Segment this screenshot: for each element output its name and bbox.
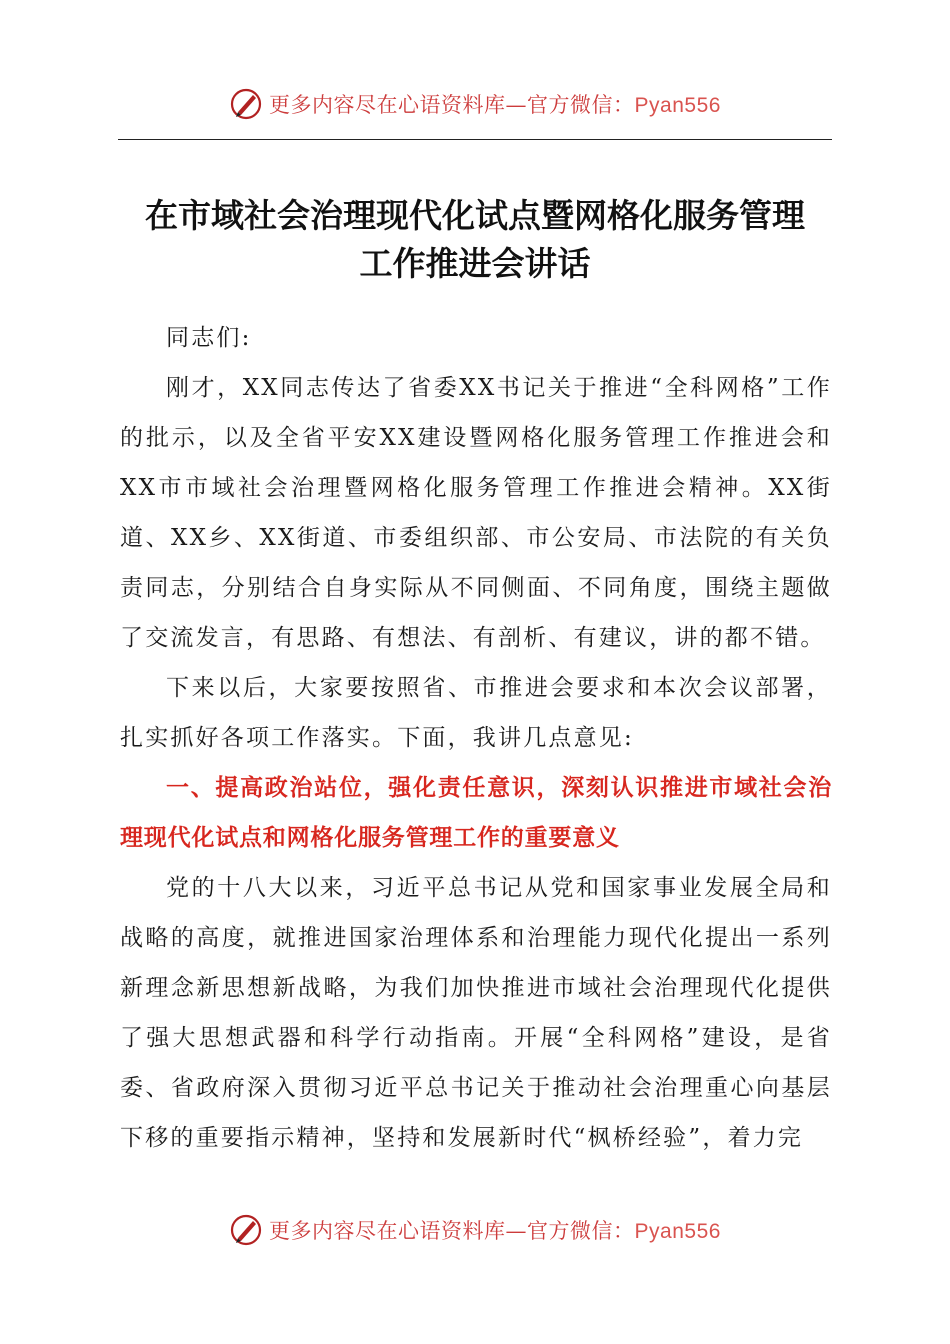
salutation: 同志们: bbox=[166, 325, 252, 351]
paragraph-3: 党的十八大以来，习近平总书记从党和国家事业发展全局和战略的高度，就推进国家治理体系和治理能力现代化提出一系列新理念新思想新战略，为我们加快推进市域社会治理现代化提供了强大思想武器和科学行动指南。开展“全科网格”建设，是省委、省政府深入贯彻习近平总书记关于推动社会治理重心向基层下移的重要指示精神，坚持和发展新时代“枫桥经验”，着力完 bbox=[120, 875, 832, 1151]
header-watermark-banner bbox=[0, 82, 950, 126]
header-divider bbox=[118, 139, 832, 140]
section-heading-1: 一、提高政治站位，强化责任意识，深刻认识推进市域社会治理现代化试点和网格化服务管理工作的重要意义 bbox=[120, 775, 832, 851]
pen-logo-icon bbox=[229, 87, 263, 121]
banner-text: 更多内容尽在心语资料库—官方微信：Pyan556 bbox=[269, 93, 721, 117]
document-title bbox=[118, 192, 832, 288]
title-line-1: 在市域社会治理现代化试点暨网格化服务管理 bbox=[145, 196, 805, 235]
paragraph-1: 刚才，XX同志传达了省委XX书记关于推进“全科网格”工作的批示，以及全省平安XX建设暨网格化服务管理工作推进会和XX市市域社会治理暨网格化服务管理工作推进会精神。XX街道、XX乡、XX街道、市委组织部、市公安局、市法院的有关负责同志，分别结合自身实际从不同侧面、不同角度，围绕主题做了交流发言，有思路、有想法、有剖析、有建议，讲的都不错。 bbox=[120, 375, 832, 651]
wechat-handle: Pyan556 bbox=[634, 94, 721, 117]
title-line-2: 工作推进会讲话 bbox=[359, 244, 591, 283]
pen-logo-icon bbox=[229, 1213, 263, 1247]
footer-watermark-banner bbox=[0, 1208, 950, 1252]
paragraph-2: 下来以后，大家要按照省、市推进会要求和本次会议部署，扎实抓好各项工作落实。下面，我讲几点意见: bbox=[120, 675, 832, 751]
wechat-handle: Pyan556 bbox=[634, 1220, 721, 1243]
document-body bbox=[120, 313, 832, 1163]
banner-text: 更多内容尽在心语资料库—官方微信：Pyan556 bbox=[269, 1219, 721, 1243]
